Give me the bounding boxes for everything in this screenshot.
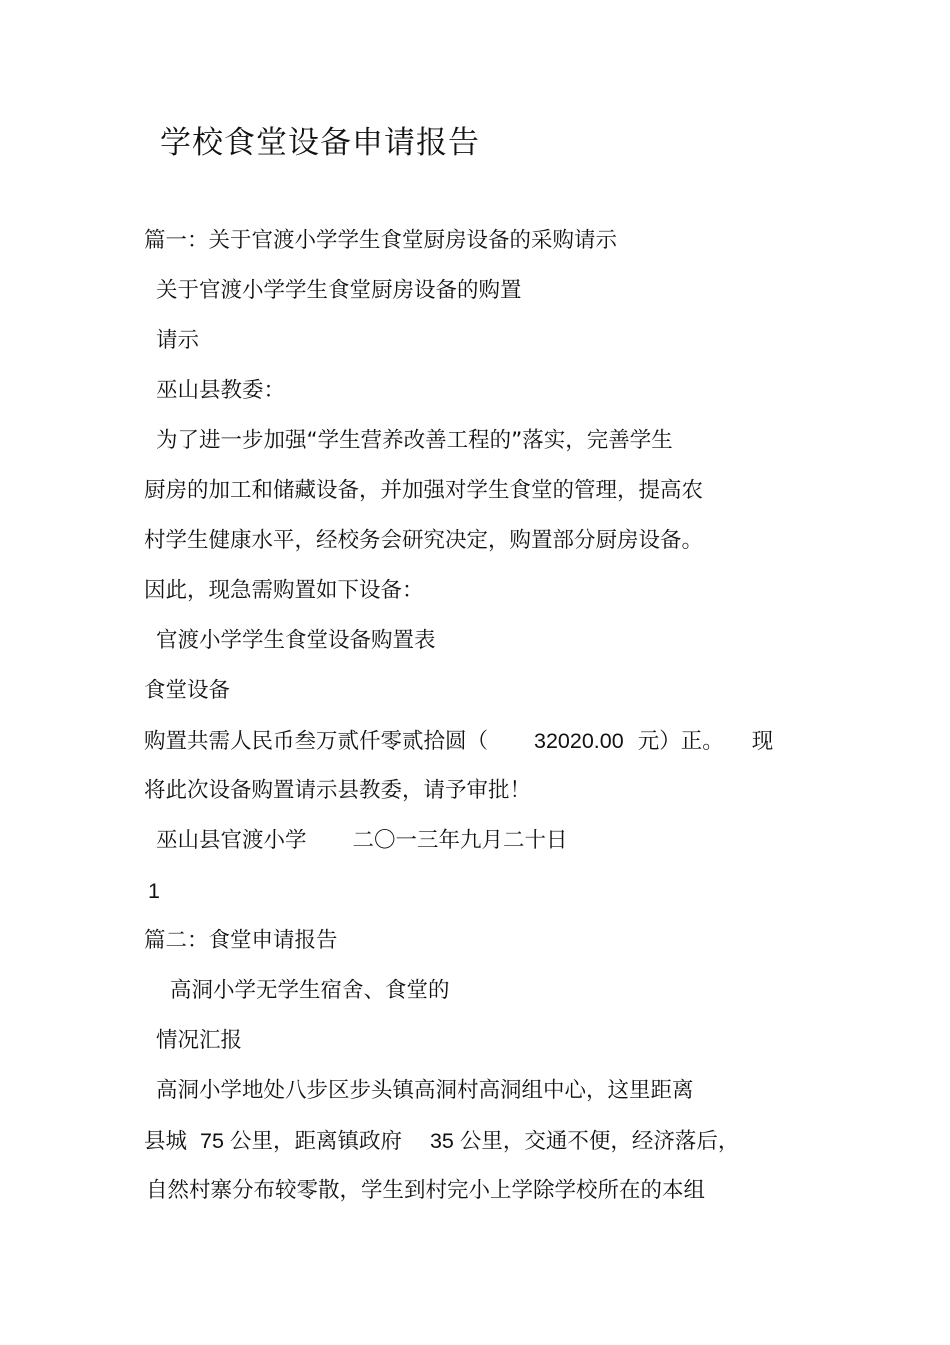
signature-org: 巫山县官渡小学: [156, 828, 307, 853]
section2-subtitle-line2: 情况汇报: [156, 1028, 243, 1053]
section1-body-line3: 村学生健康水平，经校务会研究决定，购置部分厨房设备。: [144, 528, 704, 553]
section1-body-line4: 因此，现急需购置如下设备：: [144, 578, 424, 603]
section1-addressee: 巫山县教委：: [156, 378, 286, 403]
section1-signature-line: [156, 827, 568, 855]
body-line2-text-b: 公里，距离镇政府: [229, 1129, 402, 1154]
section2-body-line3: 自然村寨分布较零散，学生到村完小上学除学校所在的本组: [146, 1178, 706, 1203]
section2-body-line2: [144, 1127, 739, 1156]
section2-subtitle-line1: 高洞小学无学生宿舍、食堂的: [170, 978, 450, 1003]
total-amount: 32020.00: [534, 729, 624, 753]
signature-date: 二〇一三年九月二十日: [352, 828, 568, 853]
total-suffix: 元）正。: [637, 729, 724, 754]
section1-body-line1: 为了进一步加强“学生营养改善工程的”落实，完善学生: [156, 428, 673, 453]
body-line2-num1: 75: [200, 1129, 224, 1153]
section1-table-label: 食堂设备: [144, 678, 231, 703]
section1-total-line: [144, 727, 773, 756]
body-line2-num2: 35: [429, 1129, 454, 1153]
page-number: 1: [148, 879, 160, 903]
total-tail: 现: [751, 729, 774, 754]
section2-body-line1: 高洞小学地处八步区步头镇高洞村高洞组中心，这里距离: [156, 1078, 694, 1103]
section1-request-line: 将此次设备购置请示县教委，请予审批！: [144, 778, 532, 803]
section1-subtitle-line1: 关于官渡小学学生食堂厨房设备的购置: [156, 278, 522, 303]
section1-subtitle-line2: 请示: [156, 328, 200, 353]
section1-heading: 篇一：关于官渡小学学生食堂厨房设备的采购请示: [144, 228, 618, 253]
body-line2-text-a: 县城: [144, 1129, 188, 1154]
total-prefix: 购置共需人民币叁万贰仟零贰拾圆（: [144, 729, 489, 754]
section2-heading: 篇二：食堂申请报告: [144, 928, 338, 953]
section1-table-caption: 官渡小学学生食堂设备购置表: [156, 628, 436, 653]
document-title: 学校食堂设备申请报告: [160, 125, 480, 161]
body-line2-text-c: 公里，交通不便，经济落后，: [459, 1129, 740, 1154]
section1-body-line2: 厨房的加工和储藏设备，并加强对学生食堂的管理，提高农: [144, 478, 704, 503]
